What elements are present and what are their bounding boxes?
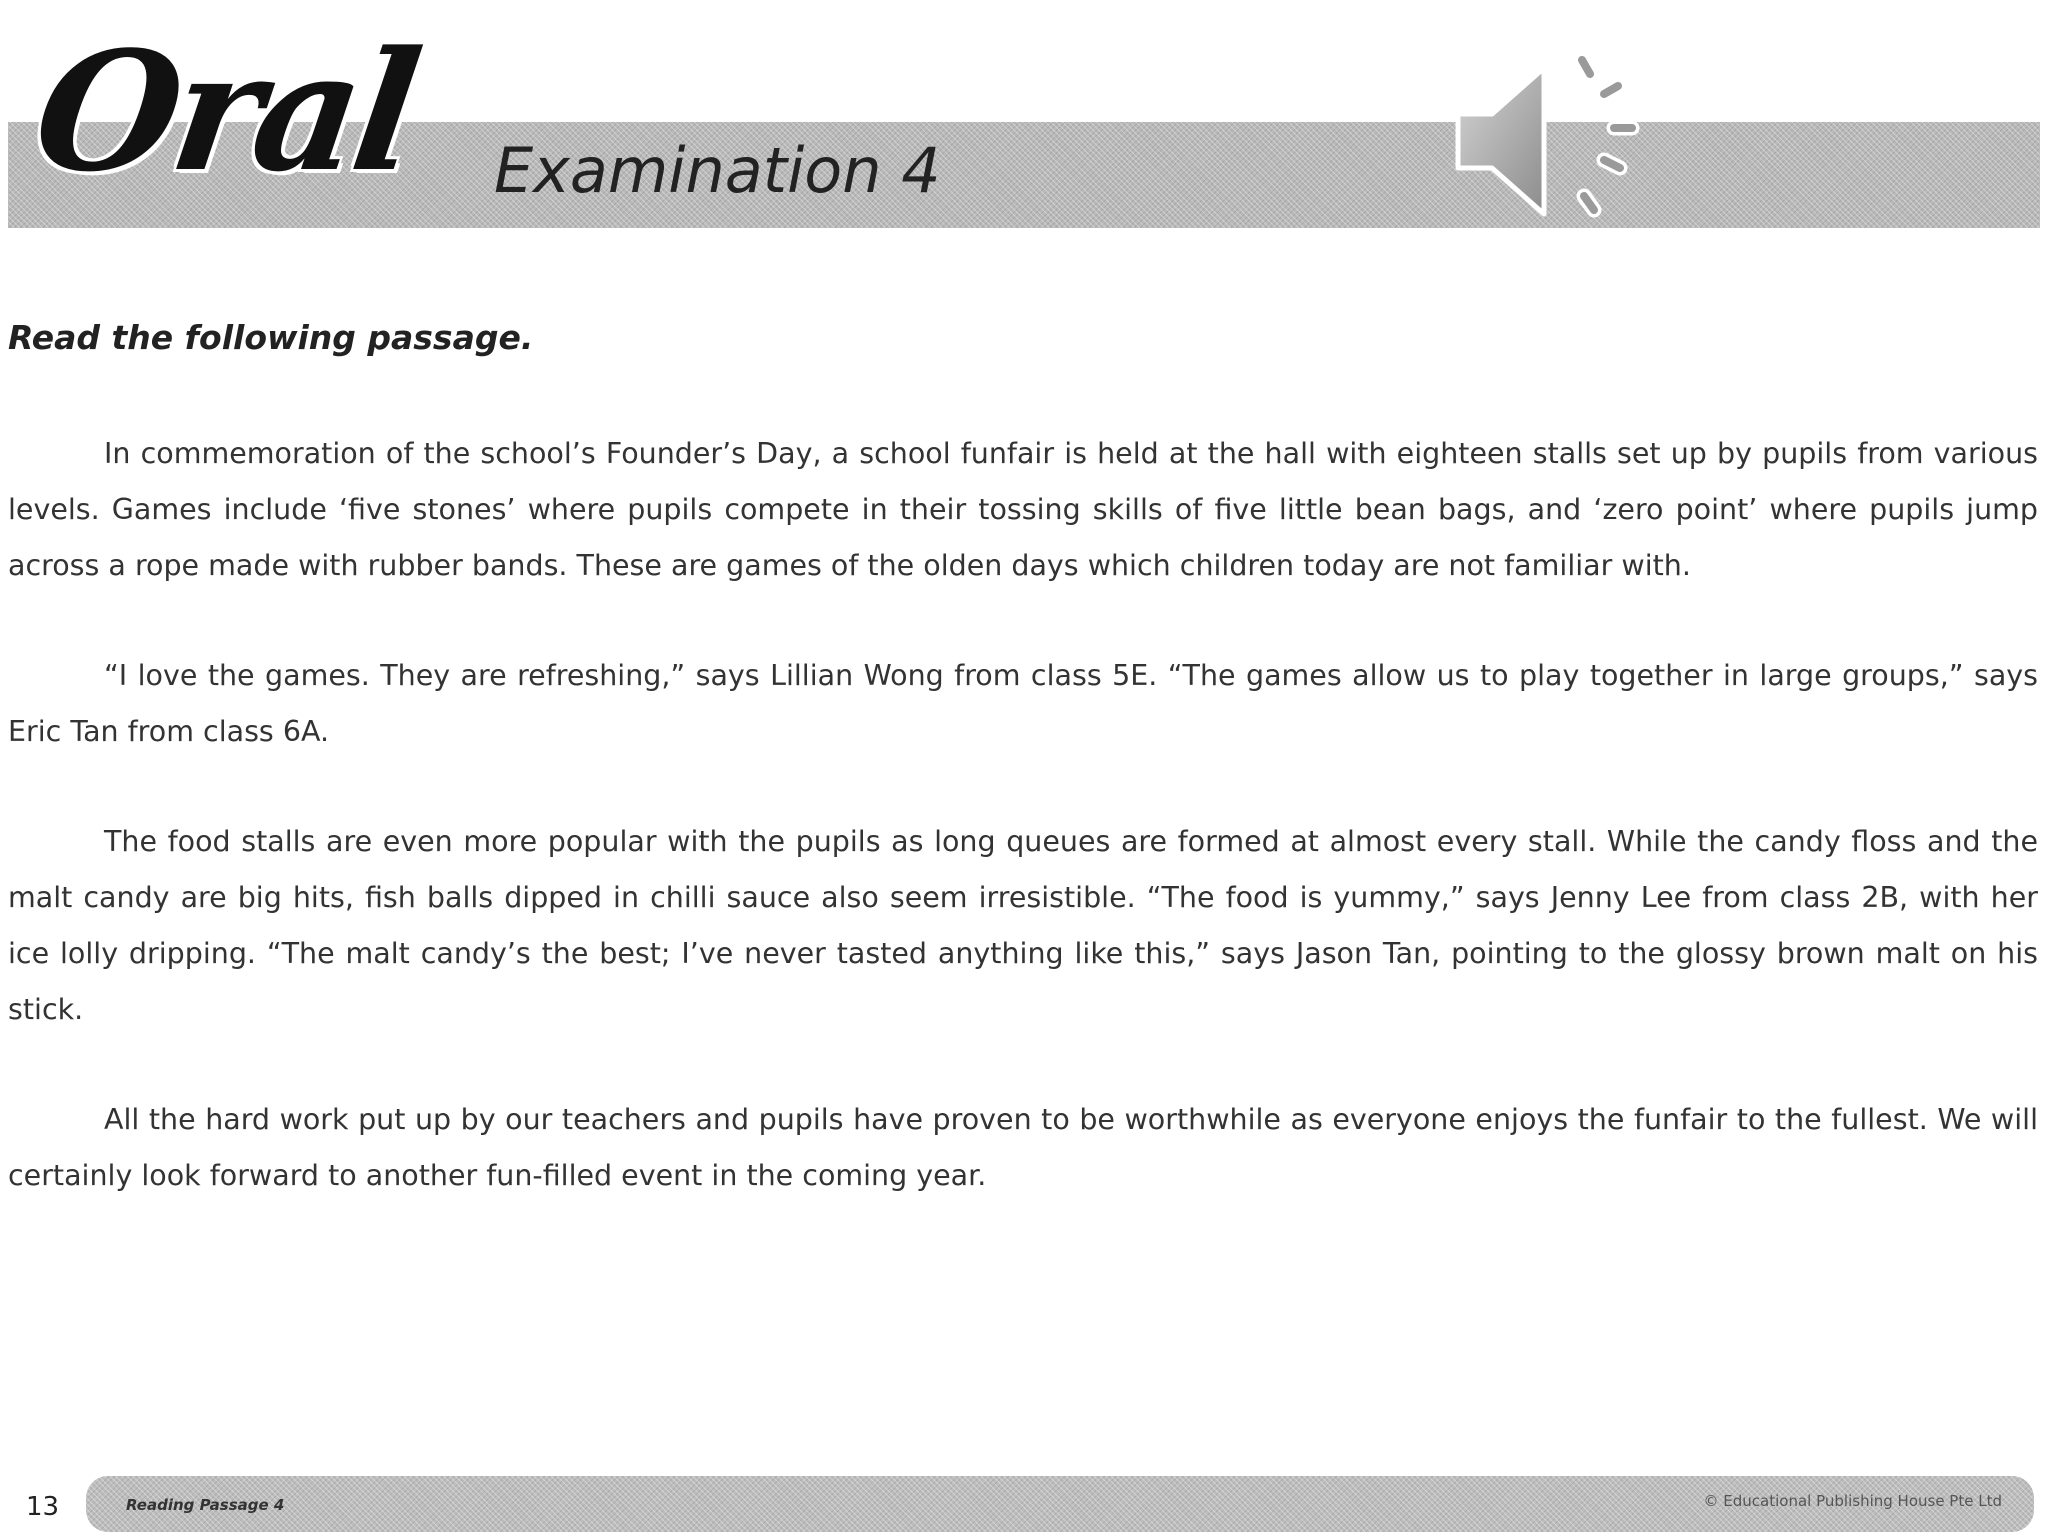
reading-passage bbox=[8, 426, 2038, 1258]
passage-paragraph-2: “I love the games. They are refreshing,” says Lillian Wong from class 5E. “The games allow us to play together in large groups,” says Eric Tan from class 6A. bbox=[8, 659, 2038, 748]
passage-paragraph-4: All the hard work put up by our teachers and pupils have proven to be worthwhile as everyone enjoys the funfair to the fullest. We will certainly look forward to another fun-filled event in the coming year. bbox=[8, 1103, 2038, 1192]
exam-title: Examination 4 bbox=[494, 134, 941, 207]
footer-copyright: © Educational Publishing House Pte Ltd bbox=[1703, 1492, 2002, 1510]
passage-paragraph-3: The food stalls are even more popular with the pupils as long queues are formed at almost every stall. While the candy floss and the malt candy are big hits, fish balls dipped in chilli sauce also seem irresistible. “The food is yummy,” says Jenny Lee from class 2B, with her ice lolly dripping. “The malt candy’s the best; I’ve never tasted anything like this,” says Jason Tan, pointing to the glossy brown malt on his stick. bbox=[8, 825, 2038, 1026]
footer-band bbox=[86, 1476, 2034, 1532]
oral-title: Oral bbox=[24, 15, 426, 208]
passage-paragraph-1: In commemoration of the school’s Founder’s Day, a school funfair is held at the hall with eighteen stalls set up by pupils from various levels. Games include ‘five stones’ where pupils compete in their tossing skills of five little bean bags, and ‘zero point’ where pupils jump across a rope made with rubber bands. These are games of the olden days which children today are not familiar with. bbox=[8, 437, 2038, 582]
page-number: 13 bbox=[26, 1492, 60, 1522]
speaker-icon[interactable] bbox=[1452, 56, 1652, 226]
instruction-text: Read the following passage. bbox=[8, 318, 534, 357]
footer-section-label: Reading Passage 4 bbox=[126, 1496, 285, 1514]
